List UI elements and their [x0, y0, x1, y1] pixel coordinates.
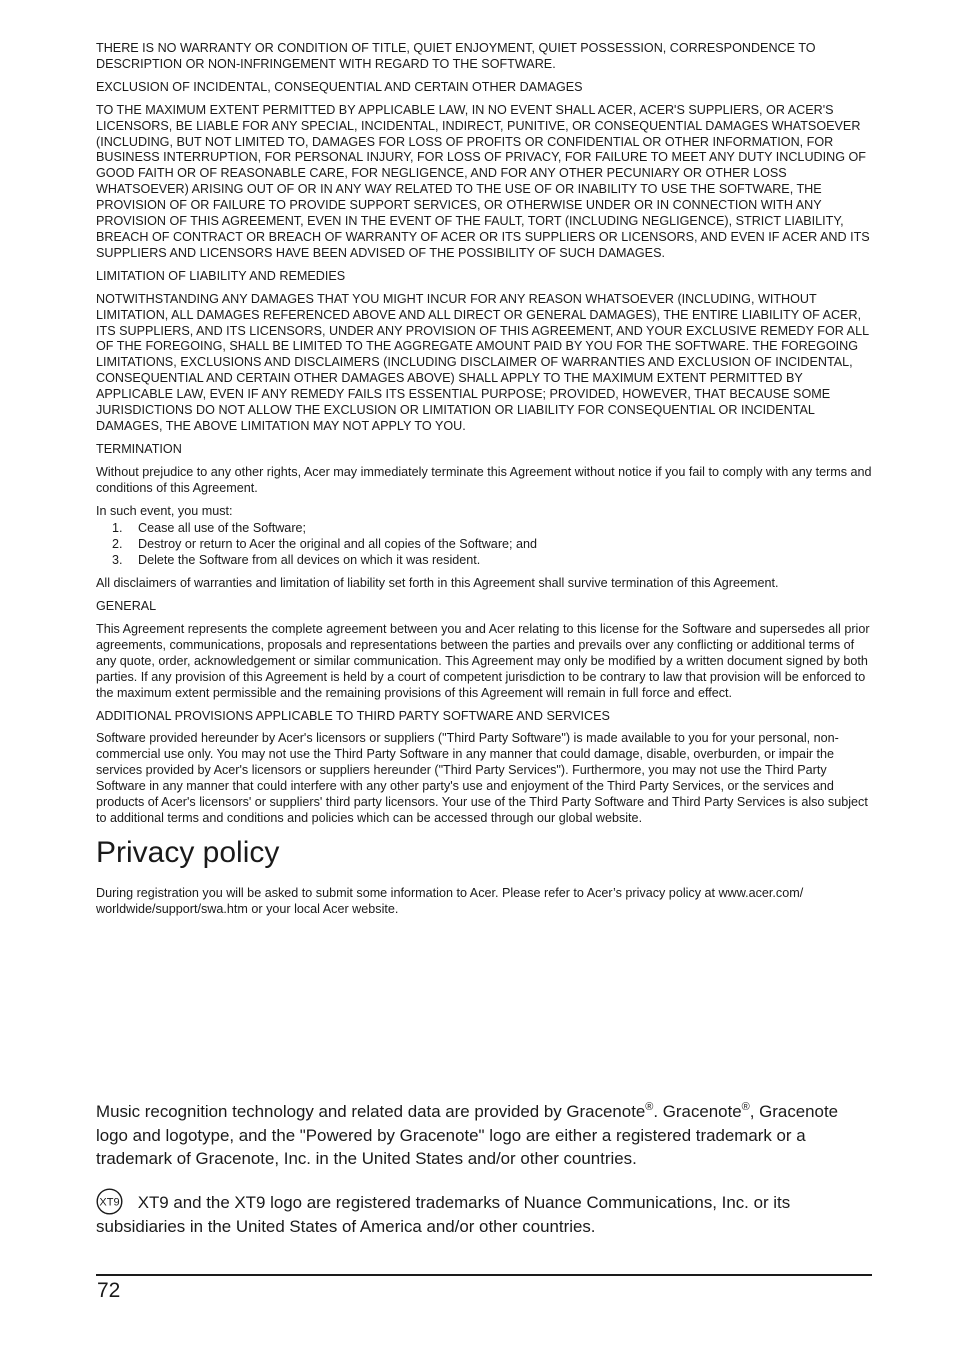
xt9-logo-icon [96, 1188, 123, 1215]
termination-paragraph: Without prejudice to any other rights, Acer may immediately terminate this Agreement without notice if you fail to comply with any terms and conditions of this Agreement. [96, 464, 872, 495]
gracenote-text-2: . Gracenote [653, 1102, 742, 1121]
xt9-logo-text: XT9 [99, 1196, 120, 1209]
list-item-text: Cease all use of the Software; [138, 521, 307, 536]
list-item [96, 553, 872, 569]
privacy-policy-text: During registration you will be asked to submit some information to Acer. Please refer to Acer’s privacy policy at www.acer.com/ worldwide/support/swa.htm or your local Acer website. [96, 885, 804, 916]
limitation-paragraph: NOTWITHSTANDING ANY DAMAGES THAT YOU MIGHT INCUR FOR ANY REASON WHATSOEVER (INCLUDING, WITHOUT LIMITATION, ALL DAMAGES REFERENCED ABOVE AND ALL DIRECT OR GENERAL DAMAGES), THE ENTIRE LIABILITY OF ACER, ITS SUPPLIERS, AND ITS LICENSORS, UNDER ANY PROVISION OF THIS AGREEMENT, AND YOUR EXCLUSIVE REMEDY FOR ALL OF THE FOREGOING, SHALL BE LIMITED TO THE AGGREGATE AMOUNT PAID BY YOU FOR THE SOFTWARE. THE FOREGOING LIMITATIONS, EXCLUSIONS AND DISCLAIMERS (INCLUDING DISCLAIMER OF WARRANTIES AND EXCLUSION OF INCIDENTAL, CONSEQUENTIAL AND CERTAIN OTHER DAMAGES ABOVE) SHALL APPLY TO THE MAXIMUM EXTENT PERMITTED BY APPLICABLE LAW, EVEN IF ANY REMEDY FAILS ITS ESSENTIAL PURPOSE; PROVIDED, HOWEVER, THAT BECAUSE SOME JURISDICTIONS DO NOT ALLOW THE EXCLUSION OR LIMITATION OR LIABILITY FOR CONSEQUENTIAL OR INCIDENTAL DAMAGES, THE ABOVE LIMITATION MAY NOT APPLY TO YOU. [96, 291, 869, 433]
general-paragraph: This Agreement represents the complete agreement between you and Acer relating to this license for the Software and supersedes all prior agreements, communications, proposals and representations between the parties and prevails over any conflicting or additional terms of any quote, order, acknowledgement or similar communication. This Agreement may only be modified by a written document signed by both parties. If any provision of this Agreement is held by a court of competent jurisdiction to be contrary to law that provision will be enforced to the maximum extent permissible and the remaining provisions of this Agreement will remain in full force and effect. [96, 622, 870, 700]
general-heading: GENERAL [96, 599, 157, 614]
registered-mark: ® [741, 1101, 750, 1113]
gracenote-text-1: Music recognition technology and related data are provided by Gracenote [96, 1102, 646, 1121]
xt9-text: XT9 and the XT9 logo are registered trademarks of Nuance Communications, Inc. or its subsidiaries in the United States of America and/or other countries. [96, 1193, 791, 1236]
privacy-policy-title: Privacy policy [96, 835, 280, 869]
termination-list [96, 521, 872, 569]
exclusion-heading: EXCLUSION OF INCIDENTAL, CONSEQUENTIAL AND CERTAIN OTHER DAMAGES [96, 79, 583, 94]
third-party-paragraph: Software provided hereunder by Acer's licensors or suppliers ("Third Party Software") is made available to you for your personal, non-commercial use only. You may not use the Third Party Software in any manner that could damage, disable, overburden, or impair the services provided by Acer's licensors or suppliers hereunder ("Third Party Services"). Furthermore, you may not use the Third Party Software in any manner that could interfere with any other party's use and enjoyment of the Third Party Services, or the services and products of Acer's licensors' or suppliers' third party licensors. Your use of the Third Party Software and Third Party Services is also subject to additional terms and conditions and policies which can be accessed through our global website. [96, 731, 868, 825]
footer-divider [96, 1274, 872, 1276]
list-item [96, 521, 872, 537]
termination-heading: TERMINATION [96, 441, 182, 456]
gracenote-notice [96, 1100, 872, 1171]
list-item [96, 537, 872, 553]
list-item-text: Destroy or return to Acer the original and all copies of the Software; and [138, 537, 538, 552]
survival-paragraph: All disclaimers of warranties and limitation of liability set forth in this Agreement shall survive termination of this Agreement. [96, 576, 779, 591]
list-item-number: 1. [112, 521, 123, 536]
xt9-notice [96, 1188, 872, 1239]
registered-mark: ® [645, 1101, 654, 1113]
limitation-heading: LIMITATION OF LIABILITY AND REMEDIES [96, 268, 346, 283]
list-item-text: Delete the Software from all devices on which it was resident. [138, 553, 481, 568]
list-item-number: 3. [112, 553, 123, 568]
warranty-paragraph: THERE IS NO WARRANTY OR CONDITION OF TITLE, QUIET ENJOYMENT, QUIET POSSESSION, CORRESPONDENCE TO DESCRIPTION OR NON-INFRINGEMENT WITH REGARD TO THE SOFTWARE. [96, 41, 816, 71]
additional-heading: ADDITIONAL PROVISIONS APPLICABLE TO THIRD PARTY SOFTWARE AND SERVICES [96, 708, 610, 723]
list-item-number: 2. [112, 537, 123, 552]
exclusion-paragraph: TO THE MAXIMUM EXTENT PERMITTED BY APPLICABLE LAW, IN NO EVENT SHALL ACER, ACER'S SUPPLIERS, OR ACER'S LICENSORS, BE LIABLE FOR ANY SPECIAL, INCIDENTAL, INDIRECT, PUNITIVE, OR CONSEQUENTIAL DAMAGES WHATSOEVER (INCLUDING, BUT NOT LIMITED TO, DAMAGES FOR LOSS OF PROFITS OR CONFIDENTIAL OR OTHER INFORMATION, FOR BUSINESS INTERRUPTION, FOR PERSONAL INJURY, FOR LOSS OF PRIVACY, FOR FAILURE TO MEET ANY DUTY INCLUDING OF GOOD FAITH OR OF REASONABLE CARE, FOR NEGLIGENCE, AND FOR ANY OTHER PECUNIARY OR OTHER LOSS WHATSOEVER) ARISING OUT OF OR IN ANY WAY RELATED TO THE USE OF OR INABILITY TO USE THE SOFTWARE, THE PROVISION OF OR FAILURE TO PROVIDE SUPPORT SERVICES, OR OTHERWISE UNDER OR IN CONNECTION WITH ANY PROVISION OF THIS AGREEMENT, EVEN IN THE EVENT OF THE FAULT, TORT (INCLUDING NEGLIGENCE), STRICT LIABILITY, BREACH OF CONTRACT OR BREACH OF WARRANTY OF ACER OR ITS SUPPLIERS OR LICENSORS, AND EVEN IF ACER AND ITS SUPPLIERS AND LICENSORS HAVE BEEN ADVISED OF THE POSSIBILITY OF SUCH DAMAGES. [96, 102, 870, 260]
termination-intro: In such event, you must: [96, 503, 233, 518]
license-text-body [96, 41, 872, 925]
gracenote-text-3: , Gracenote logo and logotype, and the "Powered by Gracenote" logo are either a registered trademark or a trademark of Gracenote, Inc. in the United States and/or other countries. [96, 1102, 839, 1168]
page-number: 72 [97, 1279, 121, 1302]
